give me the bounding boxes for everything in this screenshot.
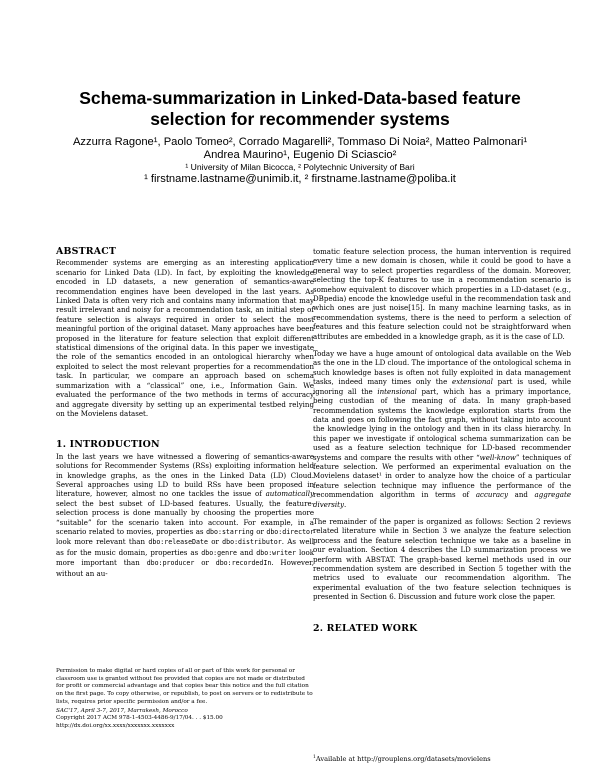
- footnote-mark: 1: [313, 755, 316, 760]
- related-work-heading: 2. RELATED WORK: [313, 622, 418, 634]
- footnote: [313, 753, 571, 764]
- property-dbo-genre: dbo:genre: [201, 548, 237, 557]
- property-dbo-writer: dbo:writer: [256, 548, 296, 557]
- title-line-1: Schema-summarization in Linked-Data-based feature: [79, 88, 521, 108]
- conference-line: SAC'17, April 3-7, 2017, Marrakesh, Morocco: [56, 707, 188, 714]
- property-dbo-recordedin: dbo:recordedIn: [215, 559, 272, 568]
- abstract-heading: ABSTRACT: [56, 246, 117, 257]
- author-block: [30, 136, 570, 186]
- emphasis-well-know: well-know: [479, 452, 516, 462]
- left-column: [56, 247, 314, 578]
- property-dbo-starring: dbo:starring: [206, 527, 254, 536]
- ontology-paragraph: Today we have a huge amount of ontological data available on the Web as the one in the LD cloud. The importance of the ontological schema in such knowledge bases is often not fully exploited in data management tasks, indeed many times only the extensional part is used, while ignoring all the intensional part, which has a primary importance, being custodian of the meaning of data. In many graph-based recommendation systems the knowledge exploration starts from the data and goes on following the fact graph, without taking into account the knowledge lying in the ontology and then in its class hierarchy. In this paper we investigate if ontological schema summarization can be used as a feature selection technique for LD-based recommender systems and compare the results with other “well-know” techniques of feature selection. We performed an experimental evaluation on the Movielens dataset¹ in order to analyze how the choice of a particular feature selection technique may influence the performance of the recommendation algorithm in terms of accuracy and aggregate diversity.: [313, 349, 572, 509]
- property-dbo-releasedate: dbo:releaseDate: [148, 538, 208, 547]
- footnote-text[interactable]: Available at http://grouplens.org/datasets/movielens: [315, 755, 491, 764]
- emphasis-automatically: automatically: [265, 489, 314, 499]
- emphasis-extensional: extensional: [452, 377, 493, 387]
- introduction-paragraph: In the last years we have witnessed a flowering of semantics-aware solutions for Recommender Systems (RSs) exploiting information held in knowledge graphs, as the ones in the Linked Data (LD) Cloud. Several approaches using LD to build RSs have been proposed in literature, however, almost no one tackles the issue of automatically select the best subset of LD-based features. Usually, the feature-selection process is done manually by choosing the properties more “suitable” for the scenario taken into account. For example, in a scenario related to movies, properties as dbo:starring or dbo:director look more relevant than dbo:releaseDate or dbo:distributor. As well as for the music domain, properties as dbo:genre and dbo:writer look more important than dbo:producer or dbo:recordedIn. However, without an au-: [56, 451, 315, 578]
- outline-paragraph: The remainder of the paper is organized as follows: Section 2 reviews related literature while in Section 3 we analyze the feature selection process and the feature selection technique we take as a baseline in our evaluation. Section 4 describes the LD summarization process we perform with ABSTAT. The graph-based kernel methods used in our recommendation system are described in Section 5 together with the metrics used to evaluate our recommendation algorithm. The experimental evaluation of the two feature selection techniques is presented in Section 6. Discussion and future work close the paper.: [313, 516, 571, 602]
- emphasis-accuracy: accuracy: [475, 490, 508, 500]
- property-dbo-director: dbo:director: [266, 527, 314, 536]
- introduction-heading: 1. INTRODUCTION: [56, 439, 160, 451]
- permission-block: [56, 668, 314, 731]
- doi-line[interactable]: http://dx.doi.org/xx.xxxx/xxxxxxx.xxxxxxx: [56, 722, 175, 729]
- authors-line-1: Azzurra Ragone¹, Paolo Tomeo², Corrado Magarelli², Tommaso Di Noia², Matteo Palmonari¹: [72, 136, 528, 148]
- permission-notice: Permission to make digital or hard copies of all or part of this work for personal or classroom use is granted without fee provided that copies are not made or distributed for profit or commercial advantage and that copies bear this notice and the full citation on the first page. To copy otherwise, or republish, to post on servers or to redistribute to lists, requires prior specific permission and/or a fee.: [56, 668, 313, 705]
- property-dbo-distributor: dbo:distributor: [222, 538, 282, 547]
- right-column: [313, 247, 571, 635]
- copyright-line: Copyright 2017 ACM 978-1-4503-4486-9/17/04. . . $15.00: [56, 715, 223, 722]
- emphasis-aggregate-diversity: aggregate diversity: [313, 490, 572, 509]
- emphasis-intensional: intensional: [377, 386, 417, 396]
- title-line-2: selection for recommender systems: [150, 109, 450, 129]
- authors-line-2: Andrea Maurino¹, Eugenio Di Sciascio²: [203, 149, 397, 161]
- property-dbo-producer: dbo:producer: [146, 559, 195, 568]
- abstract-text: Recommender systems are emerging as an interesting application scenario for Linked Data (LD). In fact, by exploiting the knowledge encoded in LD datasets, a new generation of semantics-aware recommendation engines have been developed in the last years. As Linked Data is often very rich and contains many information that may result irrelevant and noisy for a recommendation task, an initial step of feature selection is always required in order to select the most meaningful portion of the original dataset. Many approaches have been proposed in the literature for feature selection that exploit different statistical dimensions of the original data. In this paper we investigate the role of the semantics encoded in an ontological hierarchy when exploited to select the most relevant properties for a recommendation task. In particular, we compare an approach based on schema summarization with a “classical” one, i.e., Information Gain. We evaluated the performance of the two methods in terms of accuracy and aggregate diversity by setting up an experimental testbed relying on the Movielens dataset.: [56, 258, 314, 418]
- affiliation-line: ¹ University of Milan Bicocca, ² Polytechnic University of Bari: [185, 162, 415, 172]
- paper-title: [40, 88, 560, 130]
- email-line: ¹ firstname.lastname@unimib.it, ² firstname.lastname@poliba.it: [144, 173, 456, 185]
- intro-continuation-paragraph: tomatic feature selection process, the human intervention is required every time a new domain is chosen, while it could be good to have a general way to select properties regardless of the domain. Moreover, selecting the top-K features to use in a recommendation scenario is somehow equivalent to discover which properties in a LD-dataset (e.g., DBpedia) encode the knowledge useful in the recommendation task and which ones are just noise[15]. In many machine learning tasks, as in recommendation systems, there is the need to perform a selection of features and this feature selection could not be straightforward when attributes are embedded in a knowledge graph, as it is the case of LD.: [313, 247, 571, 341]
